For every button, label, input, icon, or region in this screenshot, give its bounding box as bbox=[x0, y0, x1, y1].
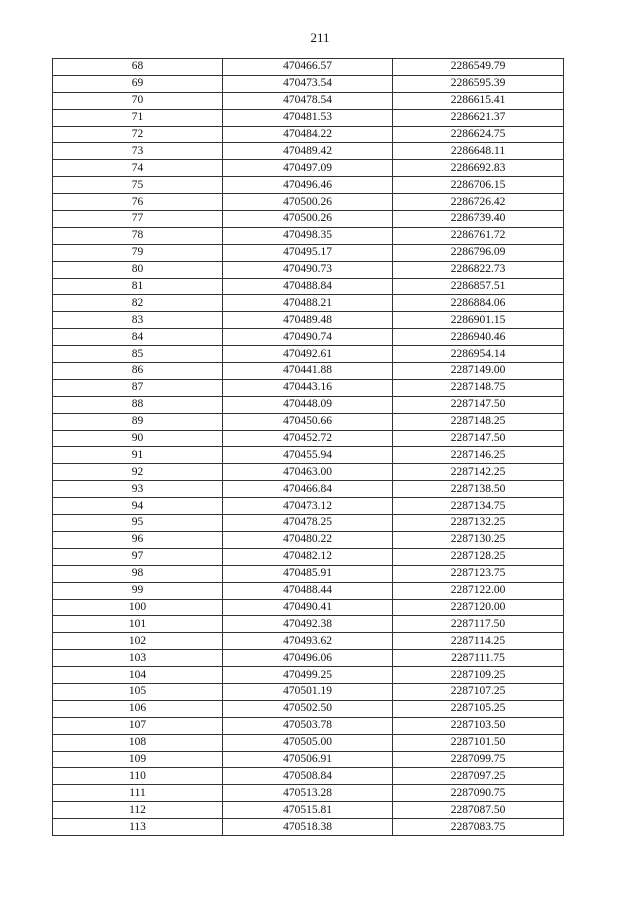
x-coordinate-cell: 470484.22 bbox=[223, 126, 393, 143]
table-row bbox=[53, 464, 564, 481]
table-row bbox=[53, 75, 564, 92]
y-coordinate-cell: 2286796.09 bbox=[393, 244, 564, 261]
table-row bbox=[53, 177, 564, 194]
point-number-cell: 99 bbox=[53, 582, 223, 599]
y-coordinate-cell: 2287128.25 bbox=[393, 548, 564, 565]
x-coordinate-cell: 470488.21 bbox=[223, 295, 393, 312]
table-row bbox=[53, 194, 564, 211]
y-coordinate-cell: 2287138.50 bbox=[393, 481, 564, 498]
table-row bbox=[53, 481, 564, 498]
x-coordinate-cell: 470489.42 bbox=[223, 143, 393, 160]
point-number-cell: 94 bbox=[53, 498, 223, 515]
y-coordinate-cell: 2287117.50 bbox=[393, 616, 564, 633]
point-number-cell: 110 bbox=[53, 768, 223, 785]
table-row bbox=[53, 312, 564, 329]
y-coordinate-cell: 2287120.00 bbox=[393, 599, 564, 616]
x-coordinate-cell: 470481.53 bbox=[223, 109, 393, 126]
x-coordinate-cell: 470448.09 bbox=[223, 396, 393, 413]
y-coordinate-cell: 2287122.00 bbox=[393, 582, 564, 599]
x-coordinate-cell: 470505.00 bbox=[223, 734, 393, 751]
y-coordinate-cell: 2286739.40 bbox=[393, 211, 564, 228]
y-coordinate-cell: 2286761.72 bbox=[393, 227, 564, 244]
table-row bbox=[53, 667, 564, 684]
x-coordinate-cell: 470508.84 bbox=[223, 768, 393, 785]
x-coordinate-cell: 470485.91 bbox=[223, 565, 393, 582]
x-coordinate-cell: 470492.61 bbox=[223, 346, 393, 363]
point-number-cell: 73 bbox=[53, 143, 223, 160]
point-number-cell: 100 bbox=[53, 599, 223, 616]
table-row bbox=[53, 633, 564, 650]
y-coordinate-cell: 2286692.83 bbox=[393, 160, 564, 177]
y-coordinate-cell: 2286706.15 bbox=[393, 177, 564, 194]
x-coordinate-cell: 470513.28 bbox=[223, 785, 393, 802]
table-row bbox=[53, 363, 564, 380]
point-number-cell: 79 bbox=[53, 244, 223, 261]
table-row bbox=[53, 734, 564, 751]
point-number-cell: 88 bbox=[53, 396, 223, 413]
point-number-cell: 76 bbox=[53, 194, 223, 211]
table-row bbox=[53, 329, 564, 346]
coordinates-table bbox=[52, 58, 564, 836]
y-coordinate-cell: 2287148.75 bbox=[393, 379, 564, 396]
y-coordinate-cell: 2287107.25 bbox=[393, 683, 564, 700]
table-row bbox=[53, 498, 564, 515]
x-coordinate-cell: 470473.54 bbox=[223, 75, 393, 92]
y-coordinate-cell: 2287132.25 bbox=[393, 515, 564, 532]
point-number-cell: 75 bbox=[53, 177, 223, 194]
point-number-cell: 85 bbox=[53, 346, 223, 363]
table-row bbox=[53, 413, 564, 430]
table-row bbox=[53, 379, 564, 396]
table-row bbox=[53, 531, 564, 548]
x-coordinate-cell: 470466.84 bbox=[223, 481, 393, 498]
point-number-cell: 86 bbox=[53, 363, 223, 380]
table-row bbox=[53, 143, 564, 160]
x-coordinate-cell: 470515.81 bbox=[223, 802, 393, 819]
point-number-cell: 93 bbox=[53, 481, 223, 498]
x-coordinate-cell: 470482.12 bbox=[223, 548, 393, 565]
point-number-cell: 74 bbox=[53, 160, 223, 177]
table-row bbox=[53, 160, 564, 177]
point-number-cell: 98 bbox=[53, 565, 223, 582]
x-coordinate-cell: 470466.57 bbox=[223, 59, 393, 76]
point-number-cell: 109 bbox=[53, 751, 223, 768]
y-coordinate-cell: 2286624.75 bbox=[393, 126, 564, 143]
point-number-cell: 106 bbox=[53, 700, 223, 717]
table-row bbox=[53, 616, 564, 633]
y-coordinate-cell: 2287087.50 bbox=[393, 802, 564, 819]
table-row bbox=[53, 261, 564, 278]
point-number-cell: 107 bbox=[53, 717, 223, 734]
y-coordinate-cell: 2286857.51 bbox=[393, 278, 564, 295]
x-coordinate-cell: 470506.91 bbox=[223, 751, 393, 768]
y-coordinate-cell: 2286954.14 bbox=[393, 346, 564, 363]
x-coordinate-cell: 470490.41 bbox=[223, 599, 393, 616]
table-row bbox=[53, 751, 564, 768]
x-coordinate-cell: 470500.26 bbox=[223, 211, 393, 228]
table-row bbox=[53, 683, 564, 700]
y-coordinate-cell: 2287090.75 bbox=[393, 785, 564, 802]
x-coordinate-cell: 470501.19 bbox=[223, 683, 393, 700]
page-number: 211 bbox=[310, 30, 330, 45]
point-number-cell: 78 bbox=[53, 227, 223, 244]
table-row bbox=[53, 599, 564, 616]
x-coordinate-cell: 470455.94 bbox=[223, 447, 393, 464]
point-number-cell: 70 bbox=[53, 92, 223, 109]
table-row bbox=[53, 295, 564, 312]
x-coordinate-cell: 470452.72 bbox=[223, 430, 393, 447]
y-coordinate-cell: 2287146.25 bbox=[393, 447, 564, 464]
point-number-cell: 82 bbox=[53, 295, 223, 312]
table-row bbox=[53, 447, 564, 464]
y-coordinate-cell: 2287147.50 bbox=[393, 430, 564, 447]
x-coordinate-cell: 470488.44 bbox=[223, 582, 393, 599]
x-coordinate-cell: 470503.78 bbox=[223, 717, 393, 734]
point-number-cell: 83 bbox=[53, 312, 223, 329]
table-row bbox=[53, 227, 564, 244]
point-number-cell: 89 bbox=[53, 413, 223, 430]
y-coordinate-cell: 2287149.00 bbox=[393, 363, 564, 380]
x-coordinate-cell: 470480.22 bbox=[223, 531, 393, 548]
y-coordinate-cell: 2287111.75 bbox=[393, 650, 564, 667]
x-coordinate-cell: 470492.38 bbox=[223, 616, 393, 633]
point-number-cell: 80 bbox=[53, 261, 223, 278]
point-number-cell: 102 bbox=[53, 633, 223, 650]
table-row bbox=[53, 109, 564, 126]
y-coordinate-cell: 2286822.73 bbox=[393, 261, 564, 278]
point-number-cell: 91 bbox=[53, 447, 223, 464]
table-row bbox=[53, 515, 564, 532]
table-row bbox=[53, 396, 564, 413]
y-coordinate-cell: 2287123.75 bbox=[393, 565, 564, 582]
table-row bbox=[53, 650, 564, 667]
table-row bbox=[53, 717, 564, 734]
x-coordinate-cell: 470493.62 bbox=[223, 633, 393, 650]
table-row bbox=[53, 768, 564, 785]
y-coordinate-cell: 2287101.50 bbox=[393, 734, 564, 751]
x-coordinate-cell: 470443.16 bbox=[223, 379, 393, 396]
table-row bbox=[53, 700, 564, 717]
table-row bbox=[53, 802, 564, 819]
x-coordinate-cell: 470495.17 bbox=[223, 244, 393, 261]
y-coordinate-cell: 2287114.25 bbox=[393, 633, 564, 650]
point-number-cell: 69 bbox=[53, 75, 223, 92]
y-coordinate-cell: 2286884.06 bbox=[393, 295, 564, 312]
x-coordinate-cell: 470490.73 bbox=[223, 261, 393, 278]
point-number-cell: 103 bbox=[53, 650, 223, 667]
point-number-cell: 71 bbox=[53, 109, 223, 126]
x-coordinate-cell: 470463.00 bbox=[223, 464, 393, 481]
y-coordinate-cell: 2286648.11 bbox=[393, 143, 564, 160]
y-coordinate-cell: 2286549.79 bbox=[393, 59, 564, 76]
point-number-cell: 72 bbox=[53, 126, 223, 143]
x-coordinate-cell: 470450.66 bbox=[223, 413, 393, 430]
x-coordinate-cell: 470502.50 bbox=[223, 700, 393, 717]
point-number-cell: 97 bbox=[53, 548, 223, 565]
y-coordinate-cell: 2287142.25 bbox=[393, 464, 564, 481]
x-coordinate-cell: 470478.25 bbox=[223, 515, 393, 532]
point-number-cell: 108 bbox=[53, 734, 223, 751]
point-number-cell: 112 bbox=[53, 802, 223, 819]
table-row bbox=[53, 582, 564, 599]
point-number-cell: 111 bbox=[53, 785, 223, 802]
point-number-cell: 87 bbox=[53, 379, 223, 396]
x-coordinate-cell: 470478.54 bbox=[223, 92, 393, 109]
y-coordinate-cell: 2287130.25 bbox=[393, 531, 564, 548]
point-number-cell: 96 bbox=[53, 531, 223, 548]
table-row bbox=[53, 244, 564, 261]
point-number-cell: 84 bbox=[53, 329, 223, 346]
table-row bbox=[53, 92, 564, 109]
x-coordinate-cell: 470441.88 bbox=[223, 363, 393, 380]
table-row bbox=[53, 59, 564, 76]
y-coordinate-cell: 2287148.25 bbox=[393, 413, 564, 430]
point-number-cell: 105 bbox=[53, 683, 223, 700]
x-coordinate-cell: 470489.48 bbox=[223, 312, 393, 329]
y-coordinate-cell: 2286726.42 bbox=[393, 194, 564, 211]
table-row bbox=[53, 565, 564, 582]
table-row bbox=[53, 430, 564, 447]
x-coordinate-cell: 470496.46 bbox=[223, 177, 393, 194]
point-number-cell: 68 bbox=[53, 59, 223, 76]
x-coordinate-cell: 470488.84 bbox=[223, 278, 393, 295]
point-number-cell: 77 bbox=[53, 211, 223, 228]
y-coordinate-cell: 2286595.39 bbox=[393, 75, 564, 92]
point-number-cell: 81 bbox=[53, 278, 223, 295]
table-row bbox=[53, 548, 564, 565]
coordinates-table-body bbox=[53, 59, 564, 836]
table-row bbox=[53, 211, 564, 228]
x-coordinate-cell: 470499.25 bbox=[223, 667, 393, 684]
x-coordinate-cell: 470518.38 bbox=[223, 819, 393, 836]
y-coordinate-cell: 2287099.75 bbox=[393, 751, 564, 768]
y-coordinate-cell: 2287134.75 bbox=[393, 498, 564, 515]
y-coordinate-cell: 2287105.25 bbox=[393, 700, 564, 717]
point-number-cell: 95 bbox=[53, 515, 223, 532]
table-row bbox=[53, 819, 564, 836]
x-coordinate-cell: 470497.09 bbox=[223, 160, 393, 177]
point-number-cell: 90 bbox=[53, 430, 223, 447]
x-coordinate-cell: 470473.12 bbox=[223, 498, 393, 515]
y-coordinate-cell: 2286901.15 bbox=[393, 312, 564, 329]
y-coordinate-cell: 2287147.50 bbox=[393, 396, 564, 413]
point-number-cell: 101 bbox=[53, 616, 223, 633]
y-coordinate-cell: 2287103.50 bbox=[393, 717, 564, 734]
table-row bbox=[53, 126, 564, 143]
y-coordinate-cell: 2287109.25 bbox=[393, 667, 564, 684]
table-row bbox=[53, 346, 564, 363]
x-coordinate-cell: 470496.06 bbox=[223, 650, 393, 667]
x-coordinate-cell: 470490.74 bbox=[223, 329, 393, 346]
y-coordinate-cell: 2286615.41 bbox=[393, 92, 564, 109]
y-coordinate-cell: 2287083.75 bbox=[393, 819, 564, 836]
point-number-cell: 113 bbox=[53, 819, 223, 836]
point-number-cell: 104 bbox=[53, 667, 223, 684]
y-coordinate-cell: 2287097.25 bbox=[393, 768, 564, 785]
point-number-cell: 92 bbox=[53, 464, 223, 481]
y-coordinate-cell: 2286940.46 bbox=[393, 329, 564, 346]
x-coordinate-cell: 470498.35 bbox=[223, 227, 393, 244]
table-row bbox=[53, 278, 564, 295]
table-row bbox=[53, 785, 564, 802]
x-coordinate-cell: 470500.26 bbox=[223, 194, 393, 211]
y-coordinate-cell: 2286621.37 bbox=[393, 109, 564, 126]
